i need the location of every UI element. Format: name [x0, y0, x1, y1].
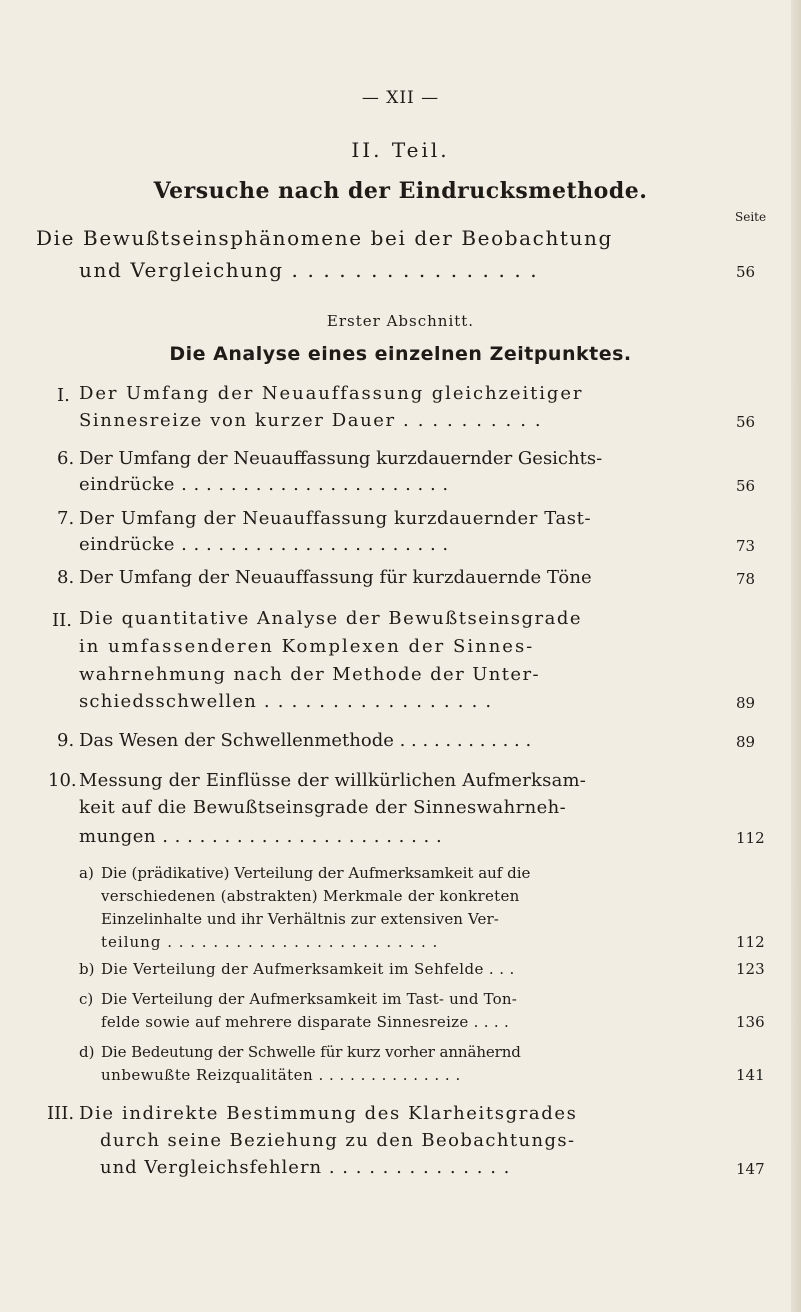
entry-page: 56: [736, 413, 756, 431]
entry-line: Der Umfang der Neuauffassung gleichzeitiger: [79, 383, 584, 404]
entry-page: 78: [736, 570, 756, 588]
entry-page: 112: [736, 933, 765, 951]
part-subtitle: Versuche nach der Eindrucksmethode.: [153, 178, 648, 204]
entry-number: c): [79, 990, 94, 1008]
entry-number: 8.: [57, 567, 75, 588]
entry-line: mungen . . . . . . . . . . . . . . . . . . . . . . .: [79, 826, 443, 847]
entry-line: Die Bedeutung der Schwelle für kurz vorher annähernd: [101, 1043, 521, 1061]
entry-number: 9.: [57, 730, 75, 751]
entry-line: verschiedenen (abstrakten) Merkmale der konkreten: [101, 887, 520, 905]
entry-page: 73: [736, 537, 756, 555]
entry-line: Die indirekte Bestimmung des Klarheitsgrades: [79, 1103, 578, 1124]
entry-page: 136: [736, 1013, 765, 1031]
entry-line: Die Verteilung der Aufmerksamkeit im Sehfelde . . .: [101, 960, 515, 978]
entry-line: durch seine Beziehung zu den Beobachtungs-: [100, 1130, 576, 1151]
entry-number: b): [79, 960, 95, 978]
entry-number: 6.: [57, 448, 75, 469]
entry-line: Die (prädikative) Verteilung der Aufmerksamkeit auf die: [101, 864, 531, 882]
part-title: II. Teil.: [351, 138, 450, 162]
entry-page: 89: [736, 733, 756, 751]
intro-line-2: und Vergleichung . . . . . . . . . . . . . . . .: [79, 258, 539, 282]
entry-number: 7.: [57, 508, 75, 529]
entry-line: Der Umfang der Neuauffassung kurzdauernder Tast-: [79, 508, 592, 529]
entry-page: 89: [736, 694, 756, 712]
entry-page: 112: [736, 829, 765, 847]
seite-label: Seite: [735, 210, 767, 224]
entry-number: I.: [57, 385, 70, 406]
section-label: Erster Abschnitt.: [326, 312, 475, 330]
page-number: — XII —: [361, 88, 440, 108]
entry-number: III.: [47, 1103, 75, 1124]
entry-line: wahrnehmung nach der Methode der Unter-: [79, 664, 540, 685]
entry-line: Messung der Einflüsse der willkürlichen Aufmerksam-: [79, 770, 587, 791]
section-title: Die Analyse eines einzelnen Zeitpunktes.: [169, 343, 632, 365]
entry-line: Die Verteilung der Aufmerksamkeit im Tast- und Ton-: [101, 990, 518, 1008]
entry-line: eindrücke . . . . . . . . . . . . . . . . . . . . . .: [79, 474, 449, 495]
entry-line: eindrücke . . . . . . . . . . . . . . . . . . . . . .: [79, 534, 449, 555]
entry-line: und Vergleichsfehlern . . . . . . . . . . . . . .: [100, 1157, 511, 1178]
entry-line: keit auf die Bewußtseinsgrade der Sinneswahrneh-: [79, 797, 567, 818]
entry-page: 141: [736, 1066, 765, 1084]
entry-number: 10.: [48, 770, 77, 791]
entry-line: teilung . . . . . . . . . . . . . . . . . . . . . . . .: [101, 933, 439, 951]
entry-page: 123: [736, 960, 765, 978]
entry-line: Einzelinhalte und ihr Verhältnis zur extensiven Ver-: [101, 910, 499, 928]
intro-line-1: Die Bewußtseinsphänomene bei der Beobachtung: [36, 226, 613, 250]
entry-line: Der Umfang der Neuauffassung kurzdauernder Gesichts-: [79, 448, 603, 469]
entry-line: schiedsschwellen . . . . . . . . . . . . . . . . .: [79, 691, 493, 712]
entry-page: 56: [736, 477, 756, 495]
entry-line: Der Umfang der Neuauffassung für kurzdauernde Töne: [79, 567, 592, 588]
entry-page: 147: [736, 1160, 765, 1178]
entry-number: d): [79, 1043, 95, 1061]
entry-line: felde sowie auf mehrere disparate Sinnesreize . . . .: [101, 1013, 510, 1031]
entry-line: Die quantitative Analyse der Bewußtseinsgrade: [79, 608, 582, 629]
entry-line: Sinnesreize von kurzer Dauer . . . . . . . . . .: [79, 410, 543, 431]
entry-line: unbewußte Reizqualitäten . . . . . . . . . . . . . .: [101, 1066, 461, 1084]
entry-number: II.: [52, 610, 72, 631]
entry-number: a): [79, 864, 94, 882]
entry-line: in umfassenderen Komplexen der Sinnes-: [79, 636, 535, 657]
entry-line: Das Wesen der Schwellenmethode . . . . . . . . . . . .: [79, 730, 532, 751]
intro-page: 56: [736, 263, 756, 281]
